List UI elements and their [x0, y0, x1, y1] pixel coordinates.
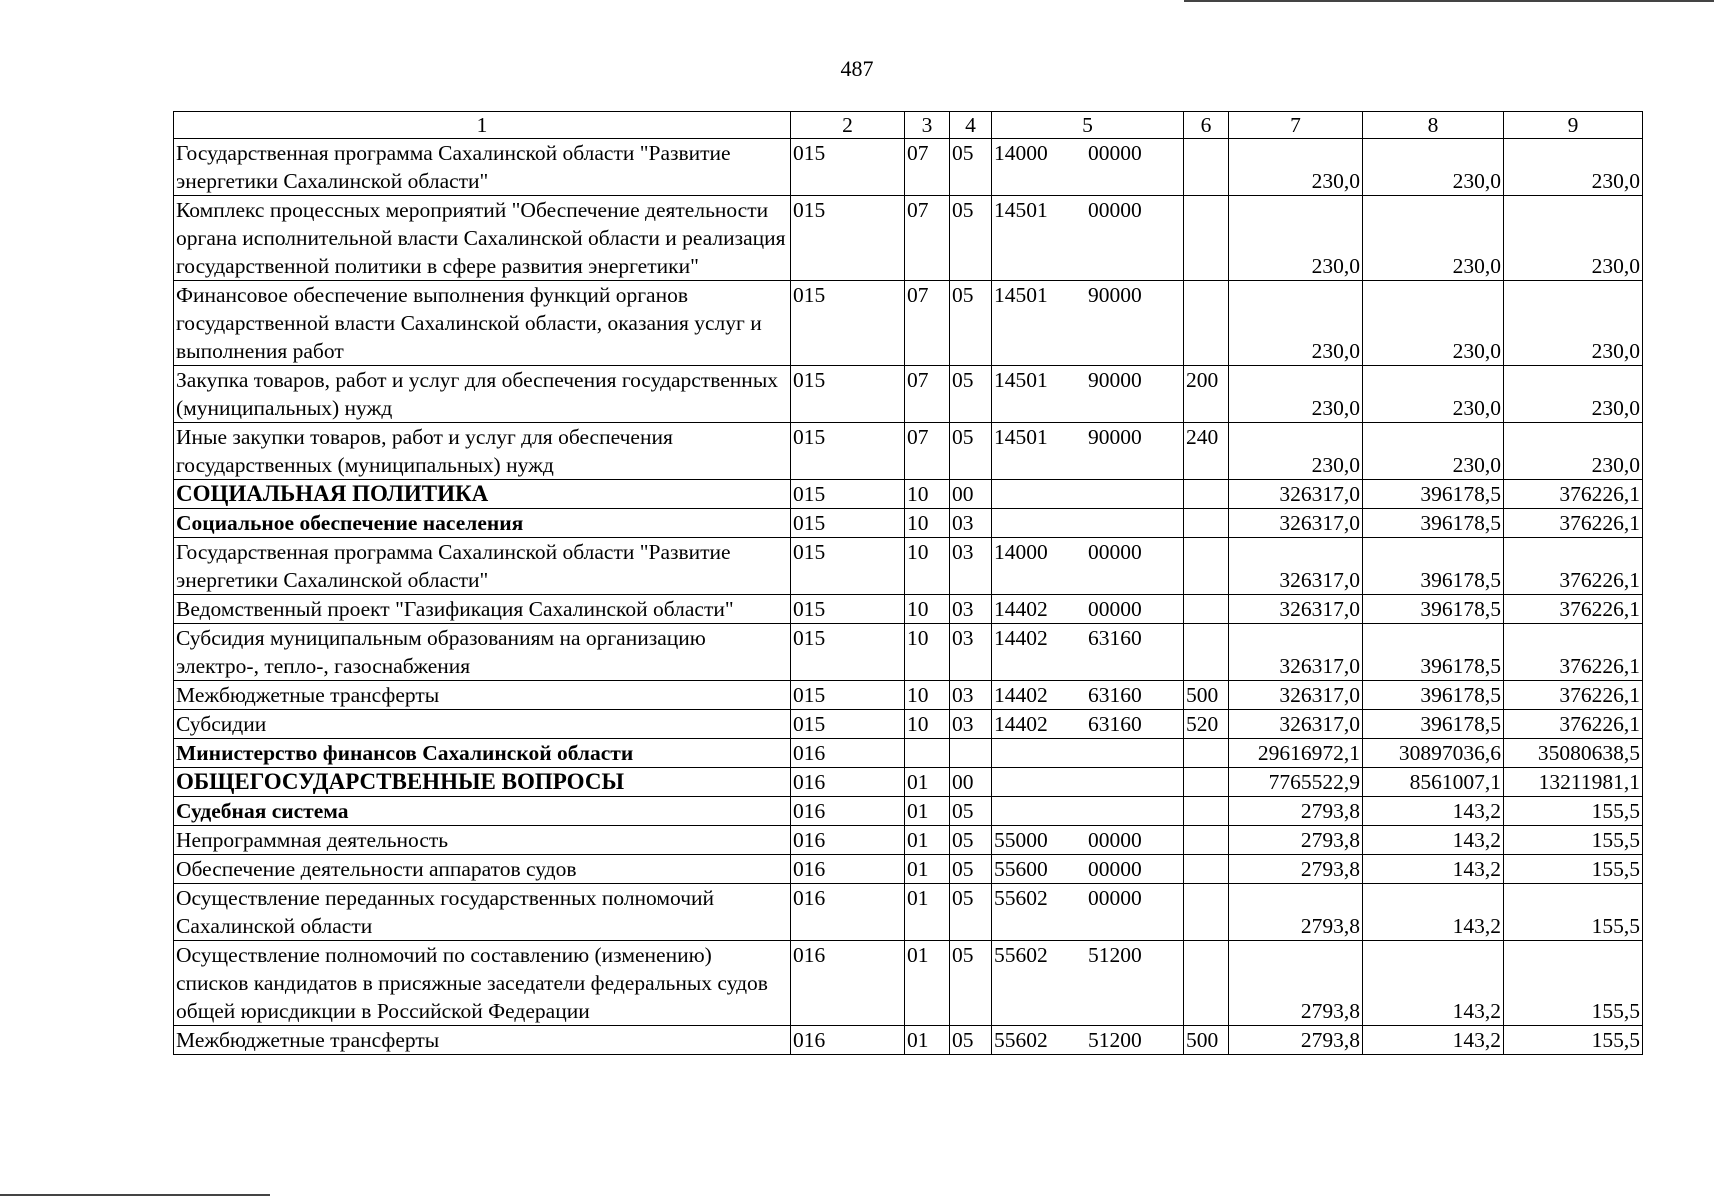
- target-article-cell: [992, 710, 1184, 739]
- section-cell: 10: [905, 509, 950, 538]
- header-cell: 4: [950, 112, 992, 139]
- table-row: [174, 710, 1643, 739]
- table-row: [174, 797, 1643, 826]
- table-row: [174, 624, 1643, 681]
- header-cell: 7: [1229, 112, 1363, 139]
- admin-code-cell: 015: [791, 480, 905, 509]
- table-row: [174, 1026, 1643, 1055]
- target-article-part2: 63160: [1088, 683, 1142, 707]
- table-row: [174, 768, 1643, 797]
- table-row: [174, 739, 1643, 768]
- admin-code-cell: 016: [791, 768, 905, 797]
- row-name-cell: Финансовое обеспечение выполнения функций органов государственной власти Сахалинской области, оказания услуг и выполнения работ: [174, 281, 791, 366]
- table-row: [174, 480, 1643, 509]
- row-name-cell: Судебная система: [174, 797, 791, 826]
- amount-col7-cell: 2793,8: [1229, 797, 1363, 826]
- amount-col8-cell: 143,2: [1363, 797, 1504, 826]
- target-article-cell: [992, 423, 1184, 480]
- section-cell: 10: [905, 480, 950, 509]
- amount-col7-cell: 230,0: [1229, 139, 1363, 196]
- section-cell: 10: [905, 624, 950, 681]
- row-name-cell: Ведомственный проект "Газификация Сахалинской области": [174, 595, 791, 624]
- target-article-part1: 14000: [994, 141, 1048, 165]
- amount-col9-cell: 230,0: [1504, 423, 1643, 480]
- table-row: [174, 509, 1643, 538]
- expense-type-cell: [1184, 480, 1229, 509]
- amount-col7-cell: 326317,0: [1229, 710, 1363, 739]
- target-article-cell: [992, 826, 1184, 855]
- amount-col7-cell: 2793,8: [1229, 855, 1363, 884]
- row-name-cell: Комплекс процессных мероприятий "Обеспечение деятельности органа исполнительной власти Сахалинской области и реализация государственной политики в сфере развития энергетики": [174, 196, 791, 281]
- expense-type-cell: [1184, 739, 1229, 768]
- amount-col7-cell: 29616972,1: [1229, 739, 1363, 768]
- expense-type-cell: [1184, 139, 1229, 196]
- target-article-part2: 00000: [1088, 828, 1142, 852]
- amount-col8-cell: 396178,5: [1363, 480, 1504, 509]
- subsection-cell: 05: [950, 884, 992, 941]
- row-name-cell: Межбюджетные трансферты: [174, 681, 791, 710]
- target-article-part2: 63160: [1088, 712, 1142, 736]
- admin-code-cell: 015: [791, 139, 905, 196]
- target-article-cell: [992, 681, 1184, 710]
- amount-col8-cell: 396178,5: [1363, 624, 1504, 681]
- row-name-cell: Государственная программа Сахалинской области "Развитие энергетики Сахалинской области": [174, 538, 791, 595]
- admin-code-cell: 015: [791, 423, 905, 480]
- row-name-cell: Обеспечение деятельности аппаратов судов: [174, 855, 791, 884]
- section-cell: 01: [905, 855, 950, 884]
- subsection-cell: 05: [950, 941, 992, 1026]
- expense-type-cell: [1184, 538, 1229, 595]
- expense-type-cell: [1184, 768, 1229, 797]
- amount-col8-cell: 143,2: [1363, 941, 1504, 1026]
- admin-code-cell: 015: [791, 196, 905, 281]
- target-article-part2: 00000: [1088, 540, 1142, 564]
- subsection-cell: 05: [950, 797, 992, 826]
- table-row: [174, 196, 1643, 281]
- row-name-cell: Межбюджетные трансферты: [174, 1026, 791, 1055]
- expense-type-cell: [1184, 509, 1229, 538]
- page-number: 487: [840, 56, 874, 81]
- amount-col9-cell: 230,0: [1504, 366, 1643, 423]
- target-article-part1: 55602: [994, 1028, 1048, 1052]
- expense-type-cell: 520: [1184, 710, 1229, 739]
- amount-col8-cell: 230,0: [1363, 281, 1504, 366]
- expense-type-cell: 500: [1184, 681, 1229, 710]
- target-article-part2: 51200: [1088, 1028, 1142, 1052]
- row-name-cell: Осуществление переданных государственных полномочий Сахалинской области: [174, 884, 791, 941]
- amount-col9-cell: 155,5: [1504, 797, 1643, 826]
- table-row: [174, 941, 1643, 1026]
- subsection-cell: 00: [950, 480, 992, 509]
- target-article-part2: 90000: [1088, 368, 1142, 392]
- section-cell: 10: [905, 710, 950, 739]
- subsection-cell: 05: [950, 281, 992, 366]
- admin-code-cell: 015: [791, 366, 905, 423]
- amount-col7-cell: 230,0: [1229, 366, 1363, 423]
- amount-col9-cell: 35080638,5: [1504, 739, 1643, 768]
- subsection-cell: 03: [950, 624, 992, 681]
- expense-type-cell: [1184, 281, 1229, 366]
- expense-type-cell: [1184, 595, 1229, 624]
- subsection-cell: 00: [950, 768, 992, 797]
- amount-col7-cell: 230,0: [1229, 196, 1363, 281]
- budget-table-wrapper: [173, 111, 1643, 1055]
- amount-col8-cell: 396178,5: [1363, 681, 1504, 710]
- amount-col8-cell: 30897036,6: [1363, 739, 1504, 768]
- admin-code-cell: 015: [791, 509, 905, 538]
- section-cell: 01: [905, 941, 950, 1026]
- amount-col9-cell: 376226,1: [1504, 509, 1643, 538]
- row-name-cell: Государственная программа Сахалинской области "Развитие энергетики Сахалинской области": [174, 139, 791, 196]
- scan-edge-bottom: [0, 1194, 270, 1196]
- target-article-cell: [992, 538, 1184, 595]
- target-article-part2: 00000: [1088, 198, 1142, 222]
- amount-col7-cell: 2793,8: [1229, 884, 1363, 941]
- section-cell: 01: [905, 768, 950, 797]
- amount-col7-cell: 2793,8: [1229, 1026, 1363, 1055]
- target-article-cell: [992, 595, 1184, 624]
- scan-edge-top: [1184, 0, 1714, 2]
- row-name-cell: Субсидии: [174, 710, 791, 739]
- amount-col7-cell: 2793,8: [1229, 826, 1363, 855]
- section-cell: 01: [905, 1026, 950, 1055]
- target-article-cell: [992, 196, 1184, 281]
- section-cell: 07: [905, 281, 950, 366]
- target-article-part1: 55602: [994, 886, 1048, 910]
- subsection-cell: 03: [950, 710, 992, 739]
- admin-code-cell: 016: [791, 797, 905, 826]
- subsection-cell: 05: [950, 855, 992, 884]
- target-article-part1: 14402: [994, 712, 1048, 736]
- subsection-cell: 05: [950, 826, 992, 855]
- admin-code-cell: 015: [791, 281, 905, 366]
- section-cell: [905, 739, 950, 768]
- admin-code-cell: 016: [791, 855, 905, 884]
- amount-col8-cell: 230,0: [1363, 366, 1504, 423]
- amount-col9-cell: 230,0: [1504, 196, 1643, 281]
- expense-type-cell: [1184, 797, 1229, 826]
- target-article-cell: [992, 509, 1184, 538]
- amount-col9-cell: 230,0: [1504, 139, 1643, 196]
- table-row: [174, 595, 1643, 624]
- subsection-cell: 05: [950, 1026, 992, 1055]
- table-row: [174, 366, 1643, 423]
- row-name-cell: Министерство финансов Сахалинской области: [174, 739, 791, 768]
- subsection-cell: 05: [950, 423, 992, 480]
- target-article-part1: 14501: [994, 198, 1048, 222]
- target-article-part2: 00000: [1088, 886, 1142, 910]
- target-article-cell: [992, 1026, 1184, 1055]
- admin-code-cell: 015: [791, 710, 905, 739]
- row-name-cell: Непрограммная деятельность: [174, 826, 791, 855]
- section-cell: 07: [905, 196, 950, 281]
- target-article-part1: 14402: [994, 597, 1048, 621]
- subsection-cell: 03: [950, 538, 992, 595]
- row-name-cell: Закупка товаров, работ и услуг для обеспечения государственных (муниципальных) нужд: [174, 366, 791, 423]
- target-article-part1: 14000: [994, 540, 1048, 564]
- amount-col7-cell: 326317,0: [1229, 595, 1363, 624]
- amount-col9-cell: 155,5: [1504, 826, 1643, 855]
- target-article-cell: [992, 281, 1184, 366]
- target-article-cell: [992, 855, 1184, 884]
- row-name-cell: Иные закупки товаров, работ и услуг для обеспечения государственных (муниципальных) нужд: [174, 423, 791, 480]
- admin-code-cell: 015: [791, 538, 905, 595]
- header-cell: 3: [905, 112, 950, 139]
- expense-type-cell: 500: [1184, 1026, 1229, 1055]
- expense-type-cell: [1184, 624, 1229, 681]
- target-article-part1: 55600: [994, 857, 1048, 881]
- admin-code-cell: 016: [791, 941, 905, 1026]
- amount-col8-cell: 143,2: [1363, 1026, 1504, 1055]
- header-cell: 1: [174, 112, 791, 139]
- table-row: [174, 281, 1643, 366]
- expense-type-cell: 240: [1184, 423, 1229, 480]
- amount-col8-cell: 396178,5: [1363, 595, 1504, 624]
- section-cell: 10: [905, 681, 950, 710]
- target-article-cell: [992, 139, 1184, 196]
- amount-col8-cell: 143,2: [1363, 855, 1504, 884]
- amount-col8-cell: 230,0: [1363, 423, 1504, 480]
- section-cell: 10: [905, 595, 950, 624]
- target-article-part2: 00000: [1088, 597, 1142, 621]
- section-cell: 10: [905, 538, 950, 595]
- header-row: [174, 112, 1643, 139]
- amount-col7-cell: 230,0: [1229, 281, 1363, 366]
- target-article-cell: [992, 884, 1184, 941]
- amount-col8-cell: 143,2: [1363, 826, 1504, 855]
- target-article-cell: [992, 941, 1184, 1026]
- row-name-cell: Субсидия муниципальным образованиям на организацию электро-, тепло-, газоснабжения: [174, 624, 791, 681]
- amount-col7-cell: 326317,0: [1229, 538, 1363, 595]
- table-row: [174, 139, 1643, 196]
- amount-col7-cell: 326317,0: [1229, 681, 1363, 710]
- admin-code-cell: 016: [791, 1026, 905, 1055]
- amount-col9-cell: 376226,1: [1504, 681, 1643, 710]
- amount-col9-cell: 376226,1: [1504, 595, 1643, 624]
- target-article-part2: 51200: [1088, 943, 1142, 967]
- amount-col9-cell: 155,5: [1504, 941, 1643, 1026]
- admin-code-cell: 016: [791, 884, 905, 941]
- table-row: [174, 855, 1643, 884]
- amount-col8-cell: 230,0: [1363, 196, 1504, 281]
- header-cell: 6: [1184, 112, 1229, 139]
- section-cell: 07: [905, 139, 950, 196]
- subsection-cell: 03: [950, 509, 992, 538]
- expense-type-cell: [1184, 196, 1229, 281]
- table-row: [174, 884, 1643, 941]
- expense-type-cell: 200: [1184, 366, 1229, 423]
- budget-table: [173, 111, 1643, 1055]
- target-article-part1: 14402: [994, 626, 1048, 650]
- header-cell: 2: [791, 112, 905, 139]
- amount-col7-cell: 2793,8: [1229, 941, 1363, 1026]
- section-cell: 01: [905, 884, 950, 941]
- amount-col8-cell: 396178,5: [1363, 538, 1504, 595]
- header-cell: 5: [992, 112, 1184, 139]
- expense-type-cell: [1184, 884, 1229, 941]
- section-cell: 07: [905, 366, 950, 423]
- amount-col8-cell: 8561007,1: [1363, 768, 1504, 797]
- target-article-part1: 55602: [994, 943, 1048, 967]
- amount-col9-cell: 155,5: [1504, 1026, 1643, 1055]
- target-article-cell: [992, 797, 1184, 826]
- amount-col7-cell: 326317,0: [1229, 509, 1363, 538]
- target-article-cell: [992, 739, 1184, 768]
- amount-col7-cell: 326317,0: [1229, 624, 1363, 681]
- amount-col9-cell: 13211981,1: [1504, 768, 1643, 797]
- target-article-cell: [992, 480, 1184, 509]
- amount-col8-cell: 396178,5: [1363, 509, 1504, 538]
- target-article-part2: 90000: [1088, 283, 1142, 307]
- subsection-cell: 05: [950, 196, 992, 281]
- section-cell: 01: [905, 797, 950, 826]
- amount-col9-cell: 376226,1: [1504, 480, 1643, 509]
- table-row: [174, 681, 1643, 710]
- row-name-cell: ОБЩЕГОСУДАРСТВЕННЫЕ ВОПРОСЫ: [174, 768, 791, 797]
- expense-type-cell: [1184, 826, 1229, 855]
- target-article-cell: [992, 366, 1184, 423]
- amount-col7-cell: 326317,0: [1229, 480, 1363, 509]
- amount-col8-cell: 143,2: [1363, 884, 1504, 941]
- table-row: [174, 423, 1643, 480]
- expense-type-cell: [1184, 855, 1229, 884]
- amount-col7-cell: 230,0: [1229, 423, 1363, 480]
- section-cell: 07: [905, 423, 950, 480]
- row-name-cell: Осуществление полномочий по составлению (изменению) списков кандидатов в присяжные заседатели федеральных судов общей юрисдикции в Российской Федерации: [174, 941, 791, 1026]
- amount-col8-cell: 230,0: [1363, 139, 1504, 196]
- header-cell: 8: [1363, 112, 1504, 139]
- target-article-cell: [992, 768, 1184, 797]
- amount-col9-cell: 376226,1: [1504, 538, 1643, 595]
- target-article-part1: 14501: [994, 425, 1048, 449]
- amount-col9-cell: 376226,1: [1504, 710, 1643, 739]
- amount-col7-cell: 7765522,9: [1229, 768, 1363, 797]
- target-article-part2: 00000: [1088, 141, 1142, 165]
- amount-col9-cell: 230,0: [1504, 281, 1643, 366]
- table-row: [174, 826, 1643, 855]
- amount-col9-cell: 155,5: [1504, 855, 1643, 884]
- target-article-part2: 90000: [1088, 425, 1142, 449]
- section-cell: 01: [905, 826, 950, 855]
- target-article-cell: [992, 624, 1184, 681]
- table-body: [174, 139, 1643, 1055]
- amount-col9-cell: 155,5: [1504, 884, 1643, 941]
- subsection-cell: [950, 739, 992, 768]
- target-article-part1: 14402: [994, 683, 1048, 707]
- target-article-part1: 55000: [994, 828, 1048, 852]
- admin-code-cell: 016: [791, 826, 905, 855]
- expense-type-cell: [1184, 941, 1229, 1026]
- subsection-cell: 05: [950, 366, 992, 423]
- admin-code-cell: 015: [791, 595, 905, 624]
- header-cell: 9: [1504, 112, 1643, 139]
- target-article-part1: 14501: [994, 283, 1048, 307]
- admin-code-cell: 015: [791, 681, 905, 710]
- target-article-part2: 63160: [1088, 626, 1142, 650]
- subsection-cell: 05: [950, 139, 992, 196]
- amount-col9-cell: 376226,1: [1504, 624, 1643, 681]
- table-row: [174, 538, 1643, 595]
- target-article-part2: 00000: [1088, 857, 1142, 881]
- admin-code-cell: 016: [791, 739, 905, 768]
- admin-code-cell: 015: [791, 624, 905, 681]
- subsection-cell: 03: [950, 595, 992, 624]
- amount-col8-cell: 396178,5: [1363, 710, 1504, 739]
- row-name-cell: Социальное обеспечение населения: [174, 509, 791, 538]
- target-article-part1: 14501: [994, 368, 1048, 392]
- row-name-cell: СОЦИАЛЬНАЯ ПОЛИТИКА: [174, 480, 791, 509]
- subsection-cell: 03: [950, 681, 992, 710]
